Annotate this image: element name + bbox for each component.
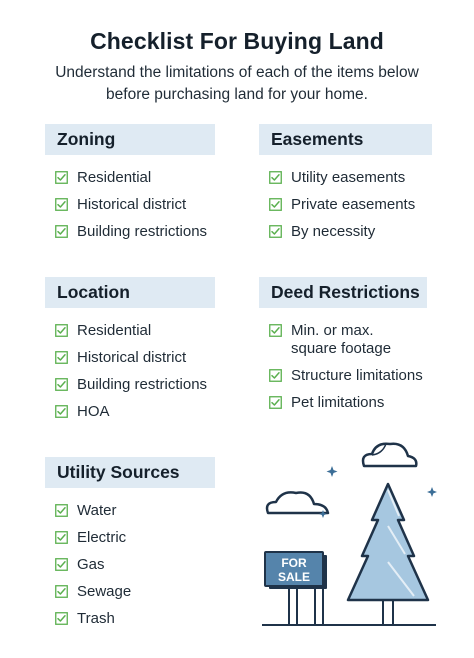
cloud-icon	[267, 492, 328, 513]
checklist-item	[55, 196, 215, 214]
checklist-item	[55, 583, 215, 601]
checkbox-checked-icon	[269, 225, 282, 238]
checkbox-checked-icon	[269, 396, 282, 409]
checklist-item-label: Residential	[77, 169, 152, 186]
checklist-item-label: By necessity	[291, 223, 376, 240]
checklist-item-label: Historical district	[77, 196, 187, 213]
checklist-item	[269, 223, 432, 241]
checklist-item	[269, 196, 432, 214]
checkbox-checked-icon	[269, 369, 282, 382]
checklist-item-label: Private easements	[291, 196, 416, 213]
checklist-item-label: Pet limitations	[291, 394, 385, 411]
checkbox-checked-icon	[55, 324, 68, 337]
checklist-item-label: Water	[77, 502, 117, 519]
checklist-item	[55, 349, 215, 367]
cloud-icon	[363, 444, 416, 466]
checklist-deed-restrictions	[269, 322, 427, 412]
checkbox-checked-icon	[269, 324, 282, 337]
section-utility-sources	[45, 457, 215, 637]
checkbox-checked-icon	[55, 612, 68, 625]
checklist-location	[55, 322, 215, 421]
sparkle-icon	[427, 487, 437, 497]
checklist-item-label: Electric	[77, 529, 127, 546]
section-header-easements: Easements	[259, 124, 432, 155]
checklist-item-label: Building restrictions	[77, 376, 208, 393]
checklist-utility-sources	[55, 502, 215, 628]
checkbox-checked-icon	[55, 585, 68, 598]
sign-text-line2: SALE	[277, 570, 311, 584]
checkbox-checked-icon	[55, 558, 68, 571]
checkbox-checked-icon	[55, 171, 68, 184]
sparkle-icon	[327, 466, 338, 477]
checklist-item	[269, 322, 427, 358]
section-zoning	[45, 124, 215, 250]
checkbox-checked-icon	[55, 351, 68, 364]
checklist-item-label: Historical district	[77, 349, 187, 366]
checklist-item-label: Min. or max. square footage	[291, 322, 392, 357]
checklist-item	[55, 556, 215, 574]
checklist-item	[269, 367, 427, 385]
checklist-item-label: Sewage	[77, 583, 132, 600]
checklist-item-label: Trash	[77, 610, 115, 627]
checklist-item	[55, 376, 215, 394]
checkbox-checked-icon	[55, 504, 68, 517]
section-deed-restrictions	[259, 277, 427, 421]
checklist-easements	[269, 169, 432, 241]
checklist-item-label: Residential	[77, 322, 152, 339]
checkbox-checked-icon	[55, 531, 68, 544]
for-sale-sign-icon	[265, 552, 327, 625]
section-easements	[259, 124, 432, 250]
land-illustration	[262, 438, 442, 630]
checklist-item	[55, 322, 215, 340]
checklist-item-label: Structure limitations	[291, 367, 423, 384]
page-subtitle: Understand the limitations of each of the items below before purchasing land for your home.	[55, 64, 419, 103]
checklist-item-label: HOA	[77, 403, 110, 420]
sign-text-line1: FOR	[281, 556, 307, 570]
section-header-deed-restrictions: Deed Restrictions	[259, 277, 427, 308]
checkbox-checked-icon	[269, 171, 282, 184]
section-header-location: Location	[45, 277, 215, 308]
checkbox-checked-icon	[55, 198, 68, 211]
pine-tree-icon	[348, 484, 428, 625]
checklist-item-label: Utility easements	[291, 169, 406, 186]
checkbox-checked-icon	[55, 225, 68, 238]
checklist-item	[55, 610, 215, 628]
checklist-item-label: Building restrictions	[77, 223, 208, 240]
checklist-zoning	[55, 169, 215, 241]
checklist-item	[55, 403, 215, 421]
checklist-item	[55, 502, 215, 520]
checkbox-checked-icon	[55, 378, 68, 391]
checklist-item	[269, 169, 432, 187]
page-title: Checklist For Buying Land	[90, 28, 384, 54]
section-header-utility-sources: Utility Sources	[45, 457, 215, 488]
checklist-item	[269, 394, 427, 412]
checkbox-checked-icon	[55, 405, 68, 418]
section-location	[45, 277, 215, 430]
checklist-item	[55, 529, 215, 547]
checklist-item-label: Gas	[77, 556, 105, 573]
checklist-item	[55, 223, 215, 241]
checklist-item	[55, 169, 215, 187]
checkbox-checked-icon	[269, 198, 282, 211]
section-header-zoning: Zoning	[45, 124, 215, 155]
